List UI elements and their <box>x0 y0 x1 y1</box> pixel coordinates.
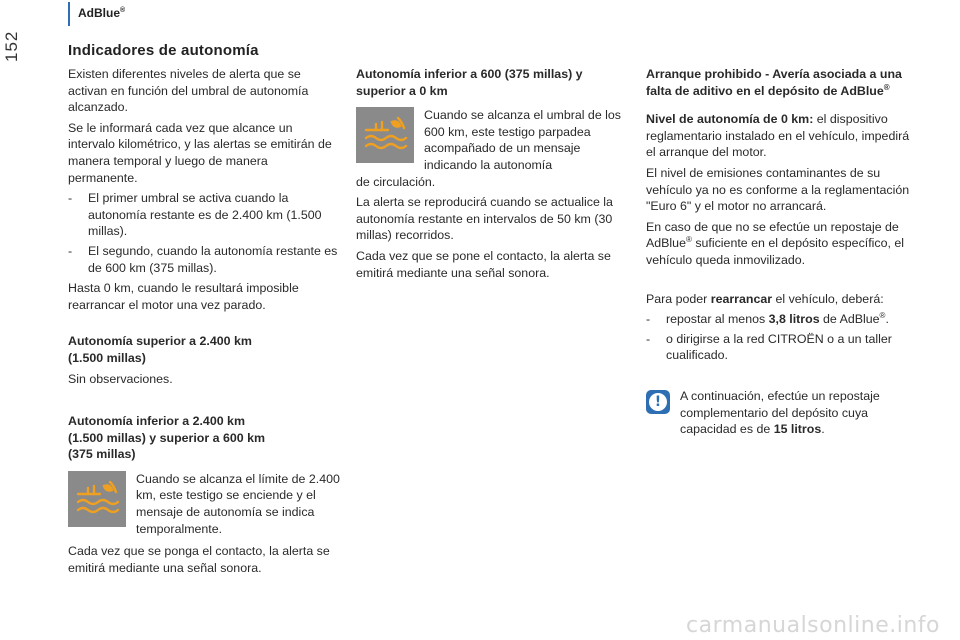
sound-alert-text: Cada vez que se pone el contacto, la alerta se emitirá mediante una señal sonora. <box>356 248 611 280</box>
refill-note-text: A continuación, efectúe un repostaje complementario del depósito cuya capacidad es de 15 litros. <box>680 388 880 437</box>
emissions-paragraph: El nivel de emisiones contaminantes de su vehículo ya no es conforme a la reglamentación "Euro 6" y el motor no arrancará. <box>646 165 910 214</box>
warning-text-2400: Cuando se alcanza el límite de 2.400 km, este testigo se enciende y el mensaje de autonomía se indica temporalmente. <box>136 471 340 536</box>
intro-paragraph-2: Se le informará cada vez que alcance un intervalo kilométrico, y las alertas se emitirán de manera temporal y luego de manera permanente. <box>68 120 332 185</box>
heading-start-prohibited: Arranque prohibido - Avería asociada a una falta de aditivo en el depósito de AdBlue® <box>646 67 902 98</box>
warning-text-600: Cuando se alcanza el umbral de los 600 km, este testigo parpadea acompañado de un mensaje indicando la autonomía <box>424 108 621 172</box>
warning-block-2400 <box>68 471 340 537</box>
column-3 <box>646 66 916 438</box>
page-title: Indicadores de autonomía <box>68 42 259 59</box>
immobilized-paragraph: En caso de que no se efectúe un repostaje de AdBlue® suficiente en el depósito específico, el vehículo queda inmovilizado. <box>646 219 905 267</box>
watermark: carmanualsonline.info <box>686 613 940 638</box>
section-tag: AdBlue® <box>78 6 126 20</box>
intro-paragraph-3: Hasta 0 km, cuando le resultará imposible rearrancar el motor una vez parado. <box>68 281 299 312</box>
exclamation-note-icon: ! <box>646 390 670 414</box>
adblue-warning-light-icon <box>68 471 126 527</box>
warning-block-600 <box>356 107 628 173</box>
list-item: - El primer umbral se activa cuando la autonomía restante es de 2.400 km (1.500 millas). <box>68 190 340 240</box>
column-1 <box>68 66 340 580</box>
sound-alert-text: Cada vez que se ponga el contacto, la alerta se emitirá mediante una señal sonora. <box>68 544 330 575</box>
adblue-warning-light-icon <box>356 107 414 163</box>
intro-paragraph-1: Existen diferentes niveles de alerta que se activan en función del umbral de autonomía alcanzado. <box>68 67 309 115</box>
restart-intro: Para poder rearrancar el vehículo, deberá: <box>646 291 884 306</box>
page-number: 152 <box>2 30 21 62</box>
threshold-list <box>68 190 340 276</box>
header-rule <box>68 2 70 26</box>
update-alert-text: La alerta se reproducirá cuando se actualice la autonomía restante en intervalos de 50 km (30 millas) recorridos. <box>356 195 613 243</box>
list-item: - o dirigirse a la red CITROËN o a un taller cualificado. <box>646 331 916 364</box>
zero-km-paragraph: Nivel de autonomía de 0 km: el dispositivo reglamentario instalado en el vehículo, impedirá el arranque del motor. <box>646 112 910 160</box>
column-2 <box>356 66 628 285</box>
heading-above-2400: Autonomía superior a 2.400 km (1.500 millas) <box>68 334 252 365</box>
heading-below-600: Autonomía inferior a 600 (375 millas) y superior a 0 km <box>356 67 583 98</box>
list-item: - El segundo, cuando la autonomía restante es de 600 km (375 millas). <box>68 243 340 276</box>
no-observations-text: Sin observaciones. <box>68 371 173 386</box>
heading-below-2400: Autonomía inferior a 2.400 km (1.500 millas) y superior a 600 km (375 millas) <box>68 414 265 462</box>
list-item: - repostar al menos 3,8 litros de AdBlue®. <box>646 311 916 328</box>
restart-steps-list <box>646 311 916 364</box>
warning-text-600-continued: de circulación. <box>356 174 436 189</box>
refill-note <box>646 388 916 438</box>
